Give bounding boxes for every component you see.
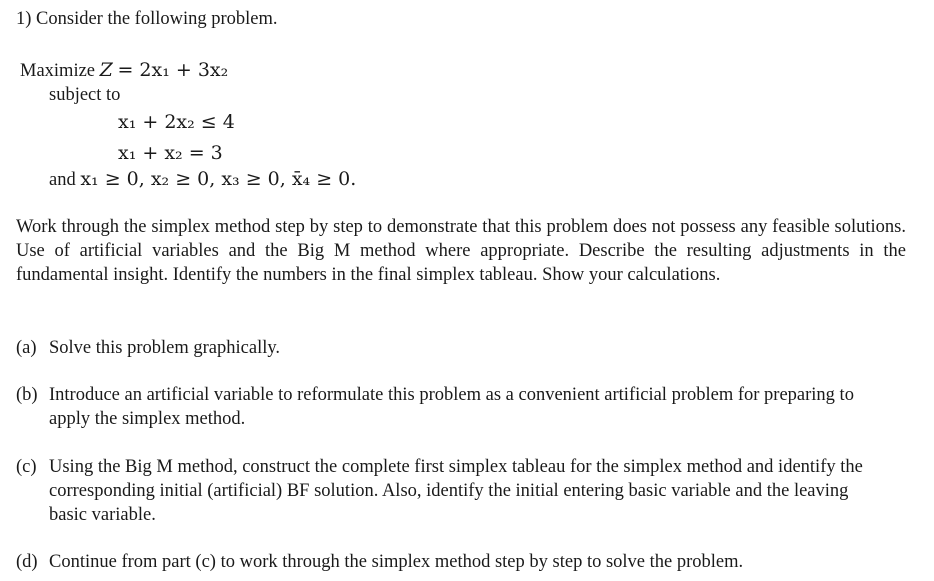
subject-to-label: subject to [49,85,121,105]
part-b-label: (b) [16,385,38,405]
problem-heading: 1) Consider the following problem. [16,9,278,29]
part-a [16,336,896,360]
part-b [16,383,896,431]
instructions-paragraph: Work through the simplex method step by step to demonstrate that this problem does not possess any feasible solutions. Use of artificial variables and the Big M method where appropriate. Describe the resulting adjustments in the fundamental insight. Identify the numbers in the final simplex tableau. Show your calculations. [16,217,906,285]
nonnegativity-expression: x₁ ≥ 0, x₂ ≥ 0, x₃ ≥ 0, x̄₄ ≥ 0. [80,168,357,190]
part-a-label: (a) [16,338,37,358]
part-d-label: (d) [16,552,38,572]
constraint-2: x₁ + x₂ = 3 [118,142,223,164]
nonnegativity-and: and [49,170,76,190]
part-d-text: Continue from part (c) to work through the simplex method step by step to solve the problem. [49,552,744,572]
objective-variable: Z [99,59,113,81]
constraint-1: x₁ + 2x₂ ≤ 4 [118,111,235,133]
part-c-label: (c) [16,457,37,477]
part-b-text: Introduce an artificial variable to reformulate this problem as a convenient artificial problem for preparing to apply the simplex method. [49,385,854,429]
part-c-text: Using the Big M method, construct the complete first simplex tableau for the simplex method and identify the corresponding initial (artificial) BF solution. Also, identify the initial entering basic variable and the leaving basic variable. [49,457,863,525]
objective-expression: = 2x₁ + 3x₂ [117,59,229,81]
part-d [16,550,896,574]
part-c [16,455,896,527]
objective-line [20,58,228,83]
part-a-text: Solve this problem graphically. [49,338,281,358]
nonnegativity-line [49,167,356,192]
maximize-keyword: Maximize [20,61,96,81]
